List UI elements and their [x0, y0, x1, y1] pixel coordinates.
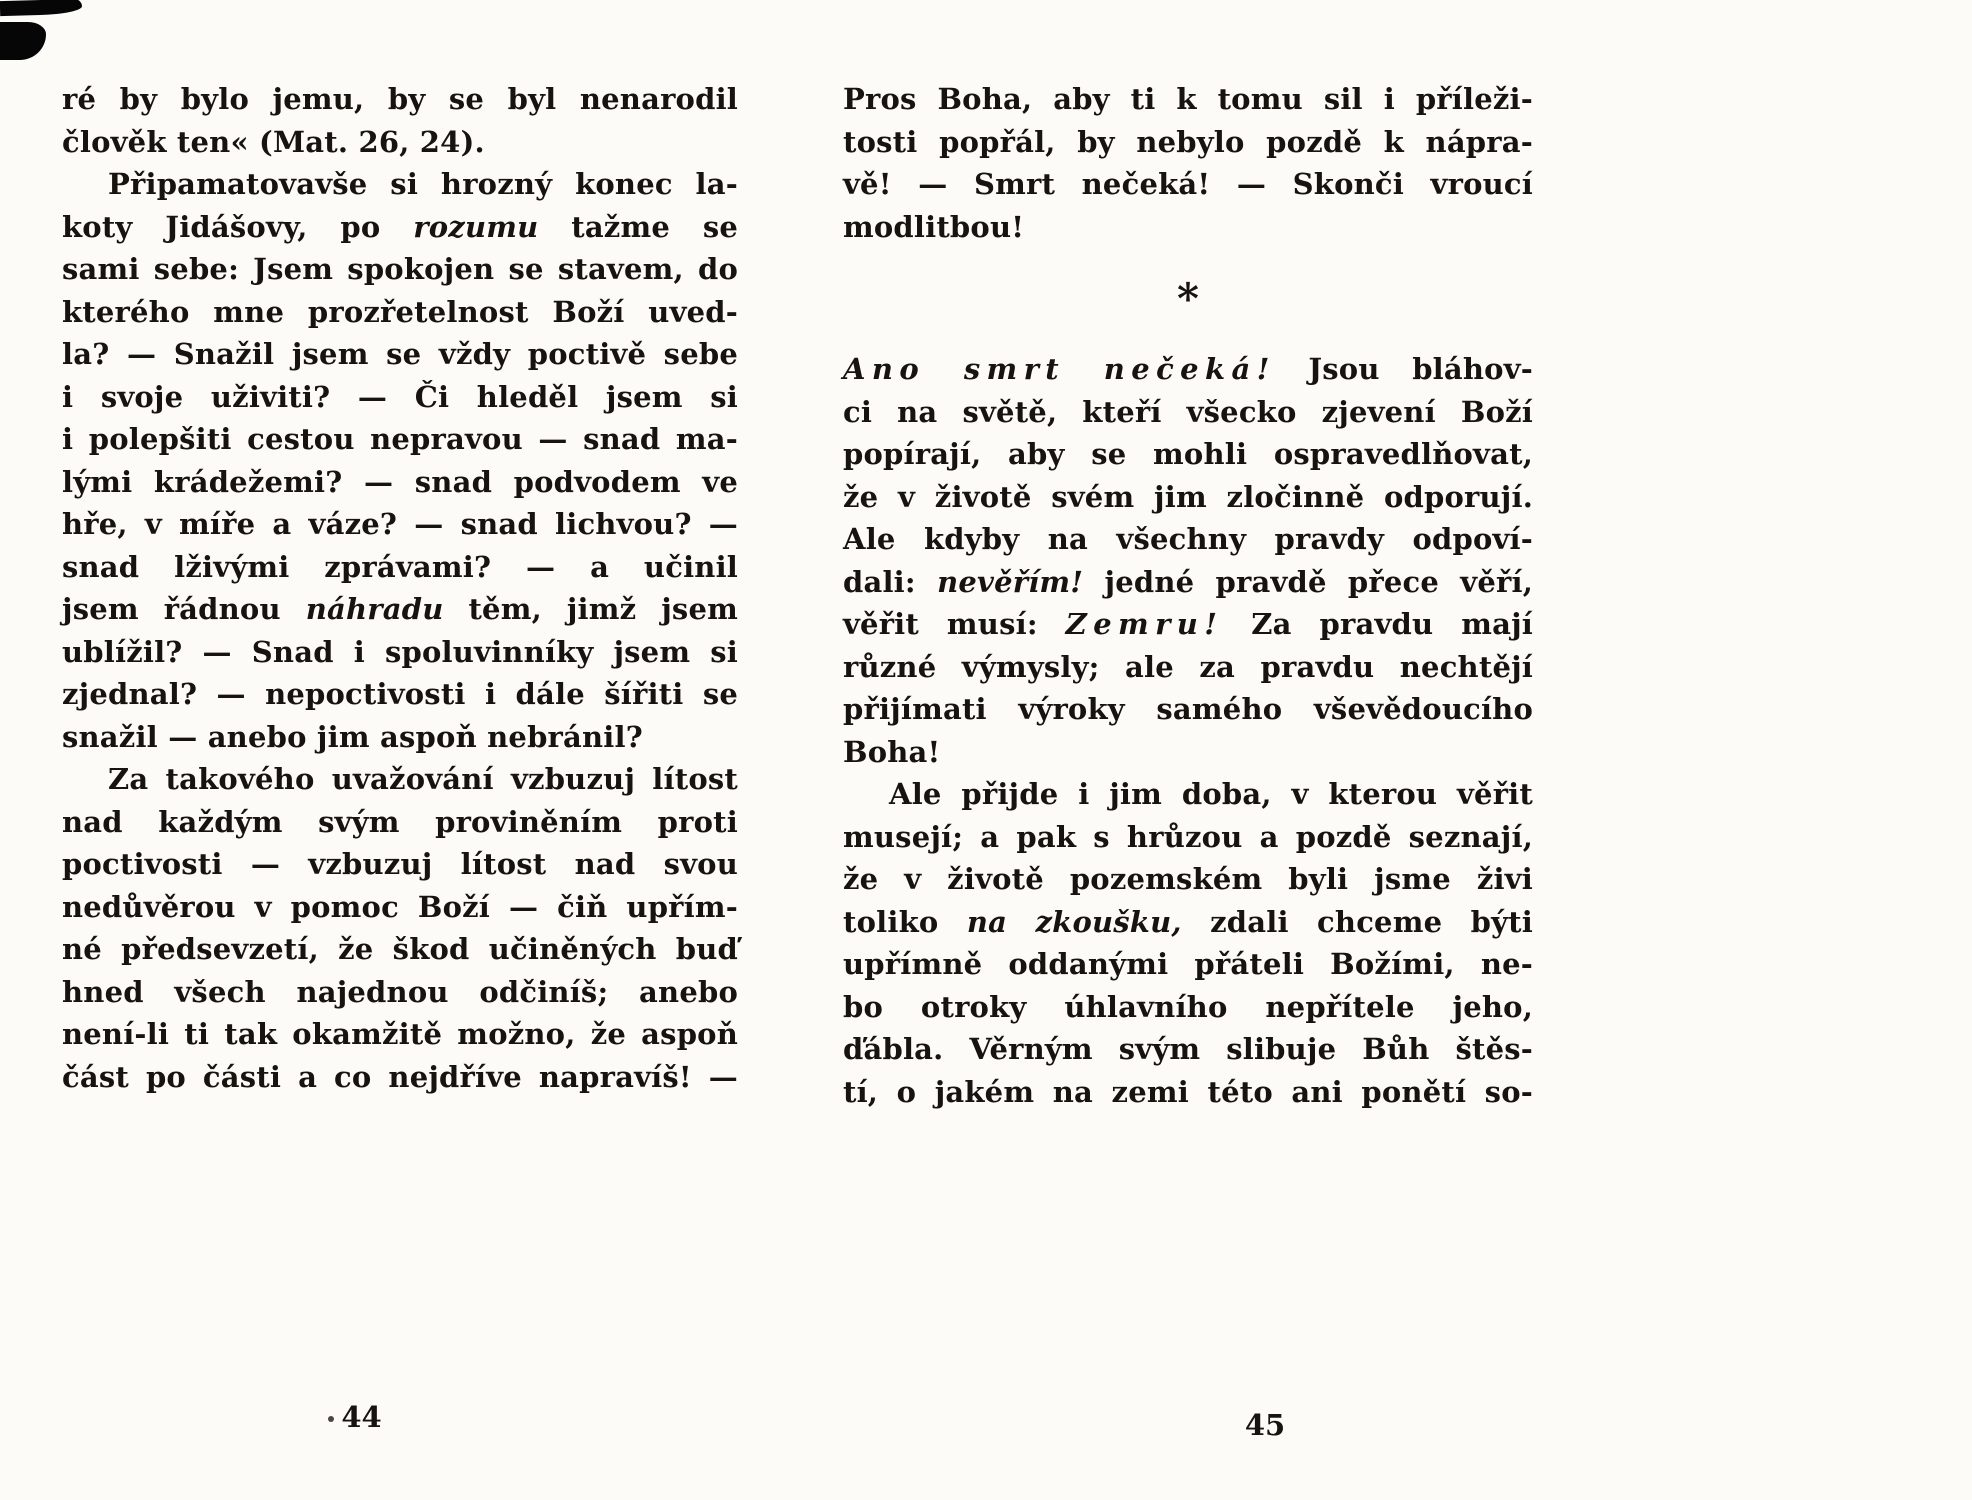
text-line: [843, 773, 1533, 816]
text-segment: nedůvěrou v pomoc Boží — čiň upřím-: [62, 889, 738, 924]
text-line: [843, 163, 1533, 206]
right-page-upper-text: [843, 78, 1533, 248]
text-segment: hned všech najednou odčiníš; anebo: [62, 974, 738, 1009]
text-line: [843, 943, 1533, 986]
text-line: [843, 1071, 1533, 1114]
text-segment: ré by bylo jemu, by se byl nenarodil: [62, 82, 738, 116]
text-segment: Jsou bláhov-: [1275, 352, 1533, 386]
text-line: [843, 121, 1533, 164]
text-segment: tažme se: [538, 209, 738, 244]
text-segment: koty Jidášovy, po: [62, 209, 414, 244]
text-segment: zjednal? — nepoctivosti i dále šířiti se: [62, 677, 738, 711]
text-segment: rozumu: [413, 209, 539, 244]
text-line: [843, 518, 1533, 561]
ink-speck: [328, 1416, 334, 1422]
text-segment: sami sebe: Jsem spokojen se stavem, do: [62, 252, 738, 286]
text-segment: tí, o jakém na zemi této ani ponětí so-: [843, 1074, 1533, 1109]
text-segment: těm, jimž jsem: [443, 592, 738, 626]
text-segment: ďábla. Věrným svým slibuje Bůh štěs-: [843, 1032, 1533, 1066]
text-line: [62, 971, 738, 1014]
text-line: [62, 546, 738, 589]
text-line: [62, 716, 738, 759]
text-line: [62, 461, 738, 504]
text-line: [843, 348, 1533, 391]
text-segment: část po části a co nejdříve napravíš! —: [62, 1059, 738, 1094]
text-segment: i polepšiti cestou nepravou — snad ma-: [62, 422, 738, 456]
text-line: [62, 121, 738, 164]
text-segment: la? — Snažil jsem se vždy poctivě sebe: [62, 337, 738, 371]
text-line: [62, 248, 738, 291]
text-segment: vě! — Smrt nečeká! — Skonči vroucí: [843, 167, 1533, 201]
text-line: [62, 291, 738, 334]
text-line: [62, 588, 738, 631]
text-segment: náhradu: [305, 592, 444, 626]
text-line: [843, 391, 1533, 434]
text-segment: tosti popřál, by nebylo pozdě k nápra-: [843, 124, 1533, 159]
text-line: [62, 758, 738, 801]
scan-ink-artifact-side: [0, 22, 46, 60]
text-segment: upřímně oddanými přáteli Božími, ne-: [843, 947, 1533, 981]
text-segment: Za takového uvažování vzbuzuj lítost: [108, 762, 738, 796]
text-line: [843, 476, 1533, 519]
text-segment: lými krádežemi? — snad podvodem ve: [62, 464, 738, 499]
text-segment: různé výmysly; ale za pravdu nechtějí: [843, 649, 1533, 684]
text-line: [62, 928, 738, 971]
text-segment: snažil — anebo jim aspoň nebránil?: [62, 719, 643, 754]
text-segment: Připamatovavše si hrozný konec la-: [108, 167, 738, 201]
asterisk-glyph: *: [1177, 273, 1199, 323]
text-line: [843, 433, 1533, 476]
text-line: [843, 561, 1533, 604]
text-segment: Ale přijde i jim doba, v kterou věřit: [889, 777, 1533, 811]
text-segment: bo otroky úhlavního nepřítele jeho,: [843, 989, 1533, 1024]
text-segment: Zemru!: [1065, 607, 1224, 641]
text-line: [843, 901, 1533, 944]
text-segment: jsem řádnou: [62, 592, 306, 626]
text-segment: modlitbou!: [843, 209, 1025, 244]
page-number-text: 45: [1244, 1408, 1286, 1442]
text-segment: nevěřím!: [937, 564, 1084, 599]
text-segment: že v životě svém jim zločinně odporují.: [843, 479, 1533, 514]
text-segment: Ale kdyby na všechny pravdy odpoví-: [843, 522, 1533, 556]
text-segment: hře, v míře a váze? — snad lichvou? —: [62, 507, 738, 541]
text-segment: člověk ten« (Mat. 26, 24).: [62, 124, 485, 159]
text-segment: i svoje uživiti? — Či hleděl jsem si: [62, 379, 738, 414]
text-segment: snad lživými zprávami? — a učinil: [62, 549, 738, 584]
text-segment: ci na světě, kteří všecko zjevení Boží: [843, 394, 1533, 429]
text-segment: né předsevzetí, že škod učiněných buď: [62, 932, 738, 966]
text-line: [62, 333, 738, 376]
text-line: [843, 816, 1533, 859]
text-segment: zdali chceme býti: [1181, 904, 1533, 939]
text-line: [62, 78, 738, 121]
text-line: [62, 163, 738, 206]
text-line: [843, 858, 1533, 901]
text-segment: Za pravdu mají: [1223, 607, 1534, 641]
text-segment: toliko: [843, 904, 967, 939]
text-line: [843, 646, 1533, 689]
left-page-text: [62, 78, 738, 1098]
text-line: [843, 1028, 1533, 1071]
text-line: [843, 688, 1533, 731]
text-segment: Ano smrt nečeká!: [843, 352, 1276, 386]
text-line: [62, 418, 738, 461]
right-page-number: [1195, 1408, 1335, 1442]
text-line: [62, 843, 738, 886]
left-page-number: [285, 1400, 425, 1434]
section-divider: [843, 248, 1533, 348]
text-line: [843, 206, 1533, 249]
text-segment: popírají, aby se mohli ospravedlňovat,: [843, 437, 1533, 471]
text-line: [62, 1056, 738, 1099]
text-segment: kterého mne prozřetelnost Boží uved-: [62, 294, 738, 329]
text-segment: přijímati výroky samého vševědoucího: [843, 692, 1533, 726]
scan-ink-artifact-top: [0, 0, 82, 16]
text-line: [843, 78, 1533, 121]
text-line: [843, 986, 1533, 1029]
text-segment: věřit musí:: [843, 607, 1066, 641]
text-segment: není-li ti tak okamžitě možno, že aspoň: [62, 1017, 738, 1051]
text-segment: nad každým svým proviněním proti: [62, 804, 738, 839]
text-line: [62, 631, 738, 674]
text-line: [62, 376, 738, 419]
right-page: [843, 78, 1533, 1113]
text-line: [62, 206, 738, 249]
text-line: [62, 673, 738, 716]
right-page-lower-text: [843, 348, 1533, 1113]
text-segment: že v životě pozemském byli jsme živi: [843, 862, 1533, 896]
text-segment: jedné pravdě přece věří,: [1083, 564, 1533, 599]
text-segment: Pros Boha, aby ti k tomu sil i příleži-: [843, 82, 1533, 116]
text-line: [843, 603, 1533, 646]
text-line: [62, 503, 738, 546]
left-page: [62, 78, 738, 1098]
text-segment: musejí; a pak s hrůzou a pozdě seznají,: [843, 819, 1533, 854]
text-line: [62, 886, 738, 929]
text-line: [62, 1013, 738, 1056]
page-number-text: 44: [341, 1400, 382, 1434]
text-line: [843, 731, 1533, 774]
text-segment: ublížil? — Snad i spoluvinníky jsem si: [62, 634, 738, 669]
text-segment: poctivosti — vzbuzuj lítost nad svou: [62, 847, 738, 881]
text-line: [62, 801, 738, 844]
text-segment: dali:: [843, 564, 938, 599]
text-segment: na zkoušku,: [966, 904, 1182, 939]
text-segment: Boha!: [843, 734, 941, 769]
